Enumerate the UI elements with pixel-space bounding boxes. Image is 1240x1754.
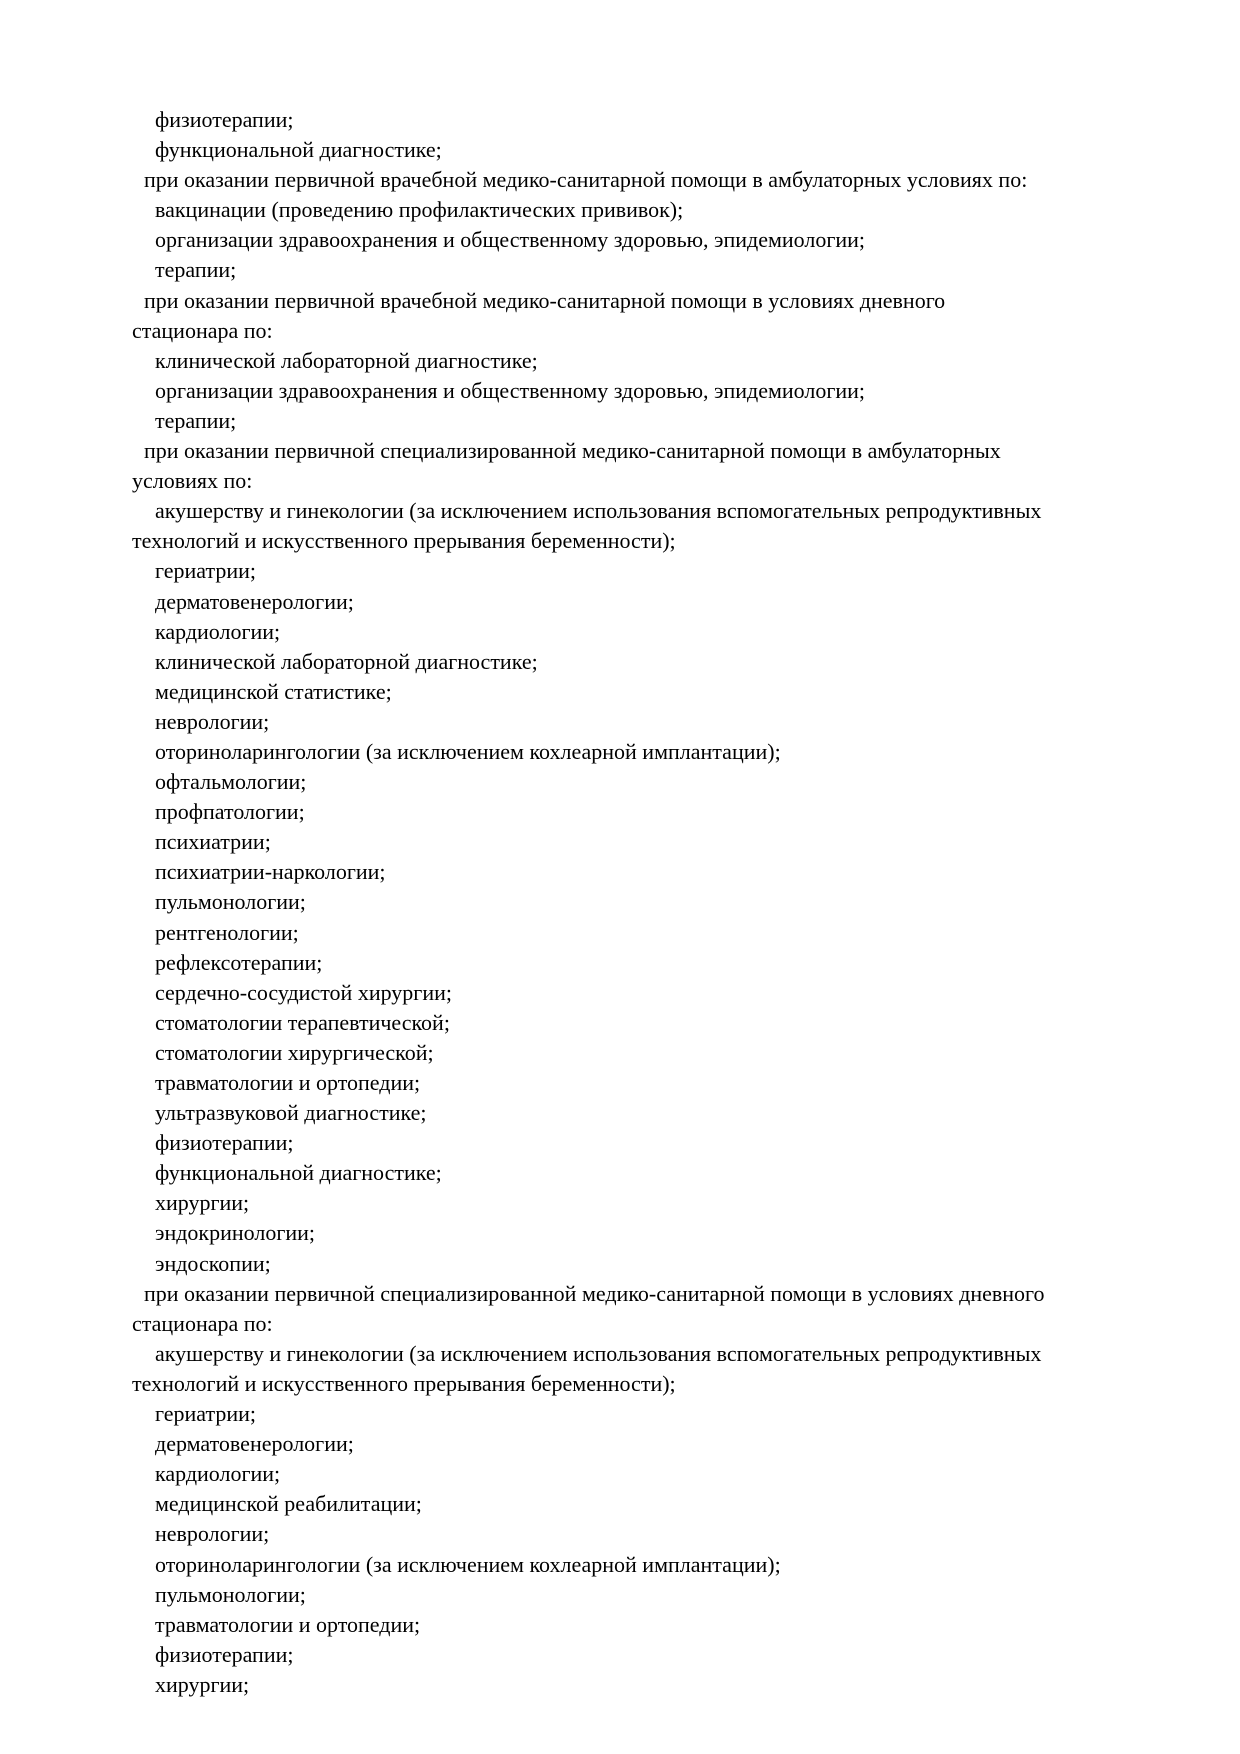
- text-line: эндоскопии;: [155, 1250, 271, 1276]
- text-line: стационара по:: [132, 1310, 273, 1336]
- text-line: кардиологии;: [155, 1461, 281, 1487]
- text-line: оториноларингологии (за исключением кохлеарной имплантации);: [155, 1551, 781, 1577]
- text-line: функциональной диагностике;: [155, 137, 442, 163]
- text-line: стоматологии терапевтической;: [155, 1009, 450, 1035]
- text-line: эндокринологии;: [155, 1220, 316, 1246]
- text-line: ультразвуковой диагностике;: [155, 1100, 427, 1126]
- text-line: неврологии;: [155, 1521, 270, 1547]
- text-line: технологий и искусственного прерывания беременности);: [132, 528, 676, 554]
- text-line: терапии;: [155, 257, 237, 283]
- text-line: при оказании первичной специализированной медико-санитарной помощи в условиях дневного: [144, 1280, 1045, 1306]
- text-line: пульмонологии;: [155, 1581, 306, 1607]
- text-line: медицинской статистике;: [155, 678, 392, 704]
- text-line: рефлексотерапии;: [155, 949, 323, 975]
- text-line: стационара по:: [132, 317, 273, 343]
- document-body: [132, 105, 1200, 1700]
- text-line: акушерству и гинекологии (за исключением использования вспомогательных репродуктивных: [155, 1340, 1042, 1366]
- text-line: кардиологии;: [155, 618, 281, 644]
- text-line: медицинской реабилитации;: [155, 1491, 422, 1517]
- text-line: гериатрии;: [155, 1401, 257, 1427]
- text-line: терапии;: [155, 407, 237, 433]
- text-line: профпатологии;: [155, 799, 305, 825]
- text-line: вакцинации (проведению профилактических прививок);: [155, 197, 684, 223]
- text-line: хирургии;: [155, 1671, 250, 1697]
- text-line: травматологии и ортопедии;: [155, 1611, 421, 1637]
- text-line: при оказании первичной врачебной медико-санитарной помощи в амбулаторных условиях по:: [144, 167, 1028, 193]
- text-line: пульмонологии;: [155, 889, 306, 915]
- text-line: технологий и искусственного прерывания беременности);: [132, 1370, 676, 1396]
- text-line: неврологии;: [155, 708, 270, 734]
- text-line: травматологии и ортопедии;: [155, 1070, 421, 1095]
- text-line: клинической лабораторной диагностике;: [155, 347, 538, 373]
- text-line: психиатрии;: [155, 829, 271, 855]
- text-line: психиатрии-наркологии;: [155, 859, 386, 885]
- text-line: гериатрии;: [155, 558, 257, 584]
- text-line: условиях по:: [132, 468, 253, 494]
- text-line: дерматовенерологии;: [155, 588, 354, 614]
- text-line: рентгенологии;: [155, 919, 299, 945]
- text-line: клинической лабораторной диагностике;: [155, 648, 538, 674]
- text-line: сердечно-сосудистой хирургии;: [155, 979, 452, 1005]
- text-line: функциональной диагностике;: [155, 1160, 442, 1186]
- text-line: оториноларингологии (за исключением кохлеарной имплантации);: [155, 738, 781, 764]
- text-line: при оказании первичной специализированной медико-санитарной помощи в амбулаторных: [144, 438, 1001, 464]
- text-line: акушерству и гинекологии (за исключением использования вспомогательных репродуктивных: [155, 498, 1042, 524]
- text-line: при оказании первичной врачебной медико-санитарной помощи в условиях дневного: [144, 287, 946, 313]
- text-line: хирургии;: [155, 1190, 250, 1216]
- text-line: организации здравоохранения и общественному здоровью, эпидемиологии;: [155, 377, 866, 403]
- text-line: физиотерапии;: [155, 107, 294, 132]
- text-line: стоматологии хирургической;: [155, 1039, 434, 1065]
- text-line: организации здравоохранения и общественному здоровью, эпидемиологии;: [155, 227, 866, 253]
- text-line: физиотерапии;: [155, 1130, 294, 1156]
- text-line: физиотерапии;: [155, 1641, 294, 1667]
- text-line: офтальмологии;: [155, 769, 307, 795]
- text-line: дерматовенерологии;: [155, 1431, 354, 1457]
